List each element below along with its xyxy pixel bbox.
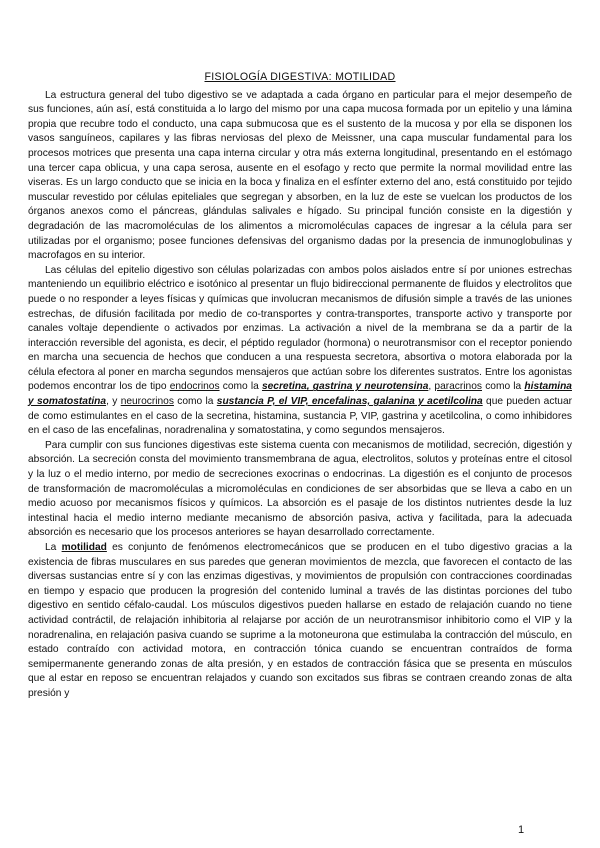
page-number: 1 [518,824,525,836]
p2-text-7: que pueden actuar de como estimulantes en el caso de la secretina, histamina, sustancia P, VIP, gastrina y acetilcolina, o como inhibidores en el caso de las encefalinas, noradrenalina y somatostatina, y como segundos mensajeros. [28,396,572,437]
term-neurocrinos: neurocrinos [120,396,174,408]
list-neurocrine-agonists: sustancia P, el VIP, encefalinas, galanina y acetilcolina [216,396,483,408]
term-paracrinos: paracrinos [434,381,482,393]
p4-text-1: La [45,542,62,553]
p2-text-4: como la [482,381,525,393]
paragraph-motility [28,541,572,702]
p2-text-2: como la [219,381,262,393]
list-paracrine-agonists: histamina y somatostatina [28,381,572,408]
p2-text-3: , [428,381,435,393]
paragraph-structure: La estructura general del tubo digestivo se ve adaptada a cada órgano en particular para el mejor desempeño de sus funciones, aún así, está constituida a lo largo del mismo por una capa mucosa formada por un epitelio y una lámina propia que recubre todo el conducto, una capa submucosa que es el sustento de la mucosa y por ella se disponen los vasos sanguíneos, capilares y las fibras nerviosas del plexo de Meissner, una capa muscular fundamental para los procesos motrices que presenta una capa interna circular y otra más externa longitudinal, presentando en el estómago una tercer capa oblicua, y una capa serosa, ausente en el esofago y recto que permite la normal movilidad entre las viseras. Es un largo conducto que se inicia en la boca y finaliza en el esfínter externo del ano, está constituido por tejido muscular revestido por células epiteliales que segregan y absorben, en la luz de este se vuelcan los productos de los órganos anexos como el páncreas, glándulas salivales e hígado. Su principal función consiste en la digestión y degradación de las macromoléculas de los alimentos a micromoléculas capaces de ingresar a la célula para ser utilizadas por el organismo; posee funciones defensivas del organismo dadas por la presencia de inmunoglobulinas y macrofagos en su interior. [28,89,572,262]
paragraph-epithelium [28,264,572,439]
term-motilidad: motilidad [61,542,107,553]
document-body [28,70,572,702]
paragraph-functions: Para cumplir con sus funciones digestivas este sistema cuenta con mecanismos de motilidad, secreción, digestión y absorción. La secreción consta del movimiento transmembrana de agua, electrolitos, solutos y proteínas entre el citosol y la luz o el medio interno, por medio de secreciones exocrinas o endocrinas. La digestión es el conjunto de procesos de transformación de macromoléculas a micromoléculas en condiciones de ser absorbidas que se lleva a cabo en un medio acuoso por mecanismos físicos y químicos. La absorción es el pasaje de los distintos nutrientes desde la luz intestinal hacia el medio interno mediante mecanismo de absorción pasiva, activa y facilitada, para la adecuada absorción es necesario que los procesos anteriores se hayan desarrollado correctamente. [28,439,572,539]
document-title: FISIOLOGÍA DIGESTIVA: MOTILIDAD [204,71,396,83]
list-endocrine-agonists: secretina, gastrina y neurotensina [261,381,429,393]
term-endocrinos: endocrinos [169,381,220,393]
p2-text-1: Las células del epitelio digestivo son células polarizadas con ambos polos aislados entre sí por uniones estrechas manteniendo un equilibrio eléctrico e isotónico al presentar un flujo bidireccional permanente de fluidos y electrolitos que puede o no responder a leyes físicas y químicas que involucran mecanismos de difusión simple a través de las uniones estrechas, de difusión facilitada por medio de co-transportes y contra-transportes, transporte activo y transporte por canales voltaje dependiente o activados por enzimas. La activación a nivel de la membrana se da a partir de la interacción reversible del agonista, es decir, el péptido regulador (hormona) o neurotransmisor con el receptor poniendo en marcha una secuencia de hechos que conducen a una respuesta secretora, absortiva o motora elaborada por la célula efectora al poner en marcha segundos mensajeros que actúan sobre los diferentes sustratos. Entre los agonistas podemos encontrar los de tipo [28,264,572,393]
p2-text-5: , y [106,396,121,408]
p4-text-2: es conjunto de fenómenos electromecánicos que se producen en el tubo digestivo gracias a la existencia de fibras musculares en sus paredes que generan movimientos de mezcla, que favorecen el contacto de las diversas sustancias entre sí y con las enzimas digestivas, y movimientos de propulsión con contracciones coordinadas en tiempo y espacio que producen la progresión del contenido luminal a través de las distintas porciones del tubo digestivo en sentido céfalo-caudal. Los músculos digestivos pueden hallarse en estado de relajación cuando no tiene actividad contráctil, de relajación inhibitoria al relajarse por acción de un neurotransmisor inhibitorio como el VIP y la noradrenalina, en relajación pasiva cuando se suprime a la motoneurona que estimulaba la contracción del músculo, en estado contraído con actividad motora, en contracción tónica cuando se encuentran contraídos de forma semipermanente generando zonas de alta presión, y en estados de contracción fásica que se presenta en músculos que al estar en reposo se encuentran relajados y cuando son excitados sus fibras se contraen creando zonas de alta presión y [28,542,572,699]
p2-text-6: como la [173,396,217,408]
